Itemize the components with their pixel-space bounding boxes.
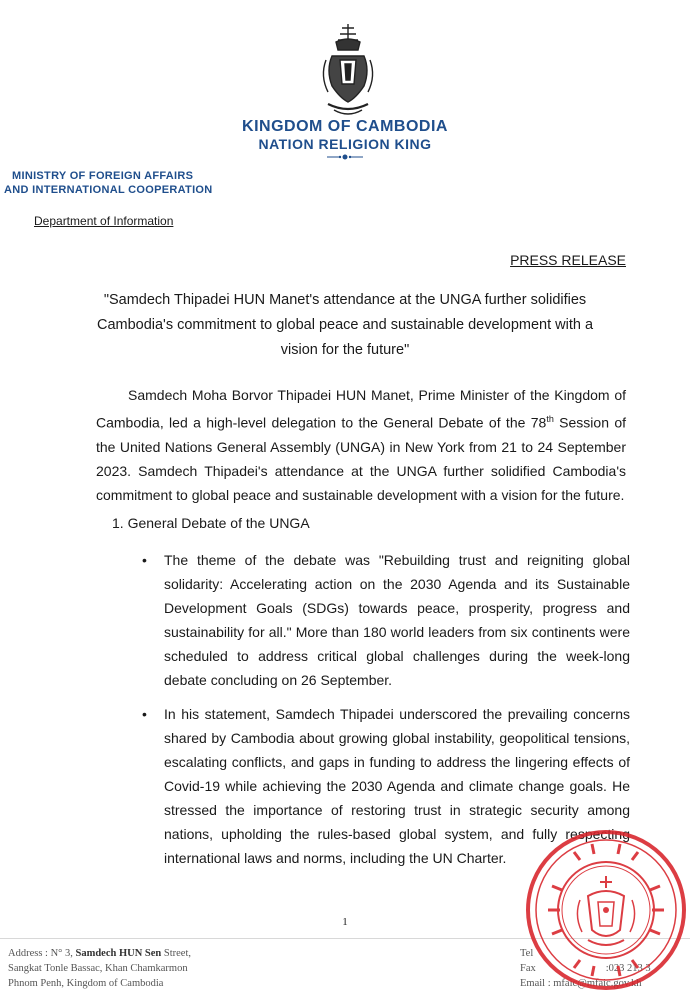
intro-text-part2: Session of the United Nations General Assembly (UNGA) in New York from 21 to 24 September 2023. Samdech Thipadei's attendance at the UNGA further solidified Cambodia's commitment to global peace and sustainable development with a vision for the future. bbox=[96, 414, 627, 503]
section-heading: 1. General Debate of the UNGA bbox=[112, 515, 310, 531]
bullet-icon: • bbox=[142, 552, 147, 568]
ministry-seal-icon bbox=[522, 826, 690, 994]
address-prefix: Address : N° 3, bbox=[8, 948, 76, 959]
address-street-name: Samdech HUN Sen bbox=[75, 948, 162, 959]
headline: "Samdech Thipadei HUN Manet's attendance at the UNGA further solidifies Cambodia's commitment to global peace and sustainable development with a vision for the future" bbox=[96, 292, 594, 358]
page-number: 1 bbox=[342, 916, 348, 928]
list-item bbox=[142, 548, 630, 692]
address-line2: Sangkat Tonle Bassac, Khan Chamkarmon bbox=[8, 963, 188, 974]
press-release-label: PRESS RELEASE bbox=[510, 252, 626, 268]
intro-paragraph bbox=[96, 383, 626, 507]
ministry-name-line2: AND INTERNATIONAL COOPERATION bbox=[4, 184, 213, 196]
contact-tel: Tel bbox=[520, 948, 534, 959]
fax-label: Fax bbox=[520, 963, 536, 974]
bullet-list-1 bbox=[142, 548, 630, 692]
kingdom-title: KINGDOM OF CAMBODIA bbox=[242, 118, 448, 135]
address-suffix: Street, bbox=[161, 948, 192, 959]
bullet-text: The theme of the debate was "Rebuilding trust and reigniting global solidarity: Accelerating action on the 2030 Agenda and its Sustainable Development Goals (SDGs) towards peace, prosperity, progress and sustainability for all." More than 180 world leaders from six continents were scheduled to address critical global challenges during the week-long debate concluding on 26 September. bbox=[164, 552, 630, 688]
ornament-divider-icon bbox=[325, 153, 365, 161]
department-name: Department of Information bbox=[34, 214, 174, 228]
national-motto: NATION RELIGION KING bbox=[258, 136, 432, 152]
intro-text-part1: Samdech Moha Borvor Thipadei HUN Manet, Prime Minister of the Kingdom of Cambodia, led a high-level delegation to the General Debate of the 78 bbox=[96, 387, 626, 431]
contact-email: Email : mfaic@mfaic.gov.kh bbox=[520, 978, 642, 989]
ministry-name-line1: MINISTRY OF FOREIGN AFFAIRS bbox=[12, 170, 194, 182]
address-line1 bbox=[8, 946, 191, 961]
bullet-text: In his statement, Samdech Thipadei underscored the prevailing concerns shared by Cambodia about growing global instability, geopolitical tensions, escalating conflicts, and gaps in funding to address the lingering effects of Covid-19 while achieving the 2030 Agenda and climate change goals. He stressed the importance of restoring trust in strategic security among nations, upholding the rules-based global system, and fully respecting international laws and norms, including the UN Charter. bbox=[164, 706, 630, 866]
ordinal-suffix: th bbox=[546, 414, 554, 424]
address-line3: Phnom Penh, Kingdom of Cambodia bbox=[8, 978, 164, 989]
royal-emblem-icon bbox=[318, 20, 378, 120]
bullet-icon: • bbox=[142, 706, 147, 722]
fax-number: :023 213 3 bbox=[605, 963, 651, 974]
footer-address bbox=[8, 946, 191, 991]
